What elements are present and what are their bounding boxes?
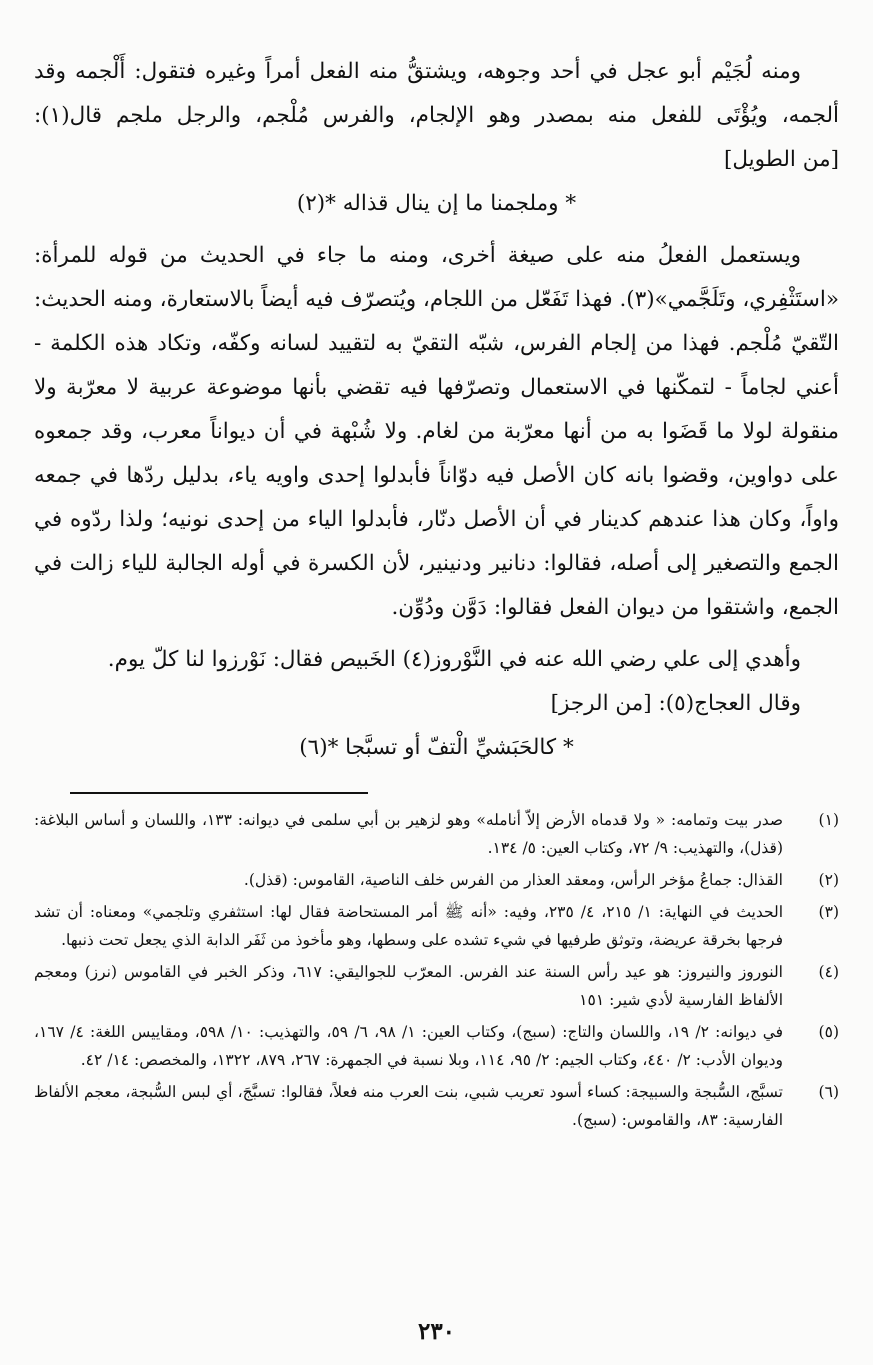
footnote-text: تسبَّج، السُّبجة والسبيجة: كساء أسود تعريب شبي، بنت العرب منه فعلاً، فقالوا: تسبَّجَ، أي لبس السُّبجة، معجم الألفاظ الفارسية: ٨٣، والقاموس: (سبج). [34,1083,783,1129]
paragraph-1-text: ومنه لُجَيْم أبو عجل في أحد وجوهه، ويشتقُّ منه الفعل أمراً وغيره فتقول: أَلْجمه وقد ألجمه، ويُؤْتَى للفعل منه بمصدر وهو الإلجام، والفرس مُلْجم، والرجل ملجم قال(١): [34,59,839,128]
meter-label-1: [من الطويل] [723,147,839,172]
paragraph-2: ويستعمل الفعلُ منه على صيغة أخرى، ومنه ما جاء في الحديث من قوله للمرأة: «استَثْفِري، وتَلَجَّمي»(٣). فهذا تَفَعّل من اللجام، ويُتصرّف فيه أيضاً بالاستعارة، ومنه الحديث: التّقيّ مُلْجم. فهذا من إلجام الفرس، شبّه التقيّ به لتقييد لسانه وكفّه، وتكاد هذه الكلمة - أعني لجاماً - لتمكّنها في الاستعمال وتصرّفها فيه تقضي بأنها موضوعة عربية لا معرّبة ولا منقولة لولا ما قَضَوا به من أنها معرّبة من لغام. ولا شُبْهة في أن ديواناً معرب، وقد جمعوه على دواوين، وقضوا بانه كان الأصل فيه دوّاناً فأبدلوا إحدى واويه ياء، بدليل ردّها في جمعه واواً، وكان هذا عندهم كدينار في أن الأصل دنّار، فأبدلوا الياء من إحدى نونيه؛ ولذا ردّوه في الجمع والتصغير إلى أصله، فقالوا: دنانير ودنينير، لأن الكسرة في أوله الجالبة للياء زالت في الجمع، واشتقوا من ديوان الفعل فقالوا: دَوَّن ودُوِّن. [34,243,839,620]
paragraph-3: وأهدي إلى علي رضي الله عنه في النَّوْروز(٤) الخَبيص فقال: نَوْرزوا لنا كلّ يوم. [107,647,801,672]
footnote [34,958,839,1014]
footnote-number: (٥) [818,1023,839,1041]
footnote-text: القذال: جماعُ مؤخر الرأس، ومعقد العذار من الفرس خلف الناصية، القاموس: (قذل). [243,871,783,889]
page-number: ٢٣٠ [417,1318,456,1345]
footnote-text: النوروز والنيروز: هو عيد رأس السنة عند الفرس. المعرّب للجواليقي: ٦١٧، وذكر الخبر في القاموس (نرز) ومعجم الألفاظ الفارسية لأدي شير: ١٥١ [34,963,783,1009]
footnote-text: في ديوانه: ٢/ ١٩، واللسان والتاج: (سبج)، وكتاب العين: ١/ ٩٨، ٦/ ٥٩، والتهذيب: ١٠/ ٥٩٨، ومقاييس اللغة: ٤/ ١٦٧، وديوان الأدب: ٢/ ٤٤٠، وكتاب الجيم: ٢/ ٩٥، ١١٤، وبلا نسبة في الجمهرة: ٢٦٧، ٨٧٩، ١٣٢٢، والمخصص: ١٤/ ٤٢. [34,1023,784,1069]
footnotes [34,806,839,1134]
footnote-number: (٤) [818,963,839,981]
footnote [34,1078,839,1134]
verse-1: * وملجمنا ما إن ينال قذاله *(٢) [296,191,577,216]
footnote [34,866,839,894]
footnote-text: صدر بيت وتمامه: « ولا قدماه الأرض إلاّ أنامله» وهو لزهير بن أبي سلمى في ديوانه: ١٣٣، واللسان و أساس البلاغة: (قذل)، والتهذيب: ٩/ ٧٢، وكتاب العين: ٥/ ١٣٤. [34,811,783,857]
meter-label-2: [من الرجز] [550,691,652,716]
footnote-number: (٦) [818,1083,839,1101]
footnote-separator [70,792,368,794]
paragraph-4-text: وقال العجاج(٥): [658,691,801,716]
paragraph-4 [34,682,839,726]
footnote [34,898,839,954]
main-text [34,50,839,770]
footnote-number: (٣) [818,903,839,921]
footnote-number: (١) [818,811,839,829]
verse-2: * كالحَبَشيِّ الْتفّ أو تسبَّجا *(٦) [299,735,574,760]
footnote [34,1018,839,1074]
footnote-text: الحديث في النهاية: ١/ ٢١٥، ٤/ ٢٣٥، وفيه: «أنه ﷺ أمر المستحاضة فقال لها: استثفري وتلجمي» ومعناه: أن تشد فرجها بخرقة عريضة، وتوثق طرفيها في شيء تشده على وسطها، وهو مأخوذ من ثَفَر الدابة الذي يجعل تحت ذنبها. [34,903,784,949]
paragraph-1 [34,50,839,182]
footnote [34,806,839,862]
footnote-number: (٢) [818,871,839,889]
